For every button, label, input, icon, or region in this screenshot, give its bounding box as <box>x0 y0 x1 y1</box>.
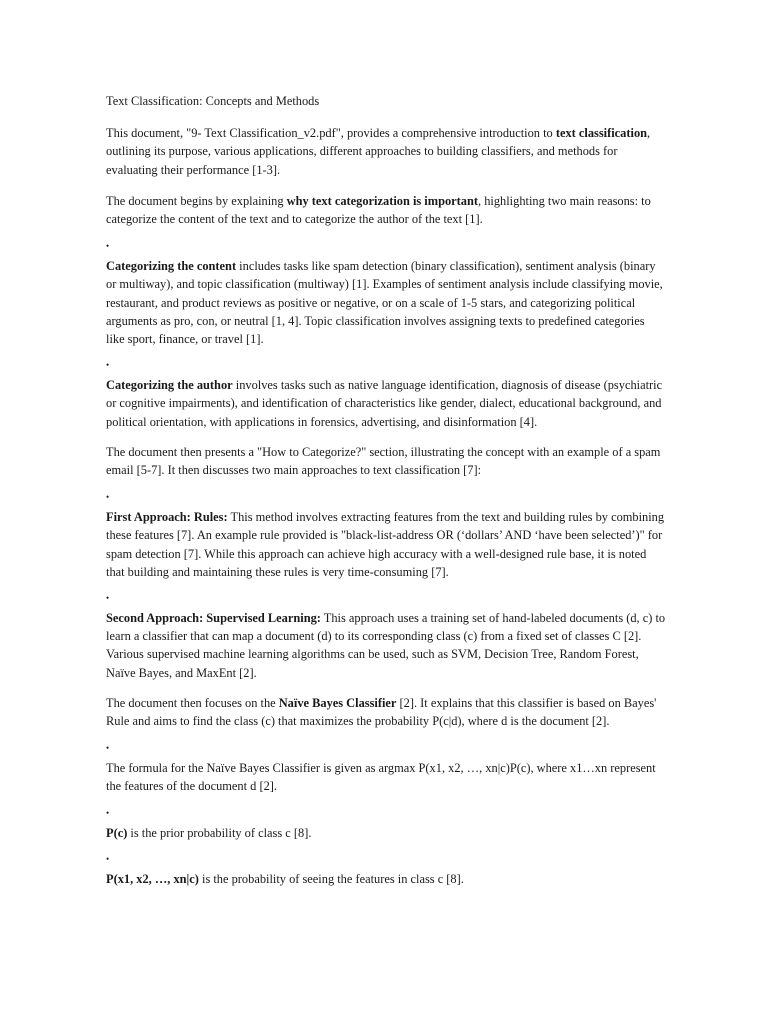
list-item-prior: P(c) is the prior probability of class c [8]. <box>106 825 312 840</box>
bullet-marker: • <box>106 853 110 864</box>
bullet-marker: • <box>106 807 110 818</box>
list-item-author: Categorizing the author involves tasks such as native language identification, diagnosis of disease (psychiatric or cognitive impairments), and identification of characteristics like gender, dialect, educational background, and political orientation, with applications in forensics, advertising, and disinformation [4]. <box>106 378 663 429</box>
list-item-content: Categorizing the content includes tasks like spam detection (binary classification), sentiment analysis (binary or multiway), and topic classification (multiway) [1]. Examples of sentiment analysis include classifying movie, restaurant, and product reviews as positive or negative, or on a scale of 1-5 stars, and categorizing political arguments as pro, con, or neutral [1, 4]. Topic classification involves assigning texts to predefined categories like sport, finance, or travel [1]. <box>106 259 663 347</box>
document-body <box>106 92 666 900</box>
list-item-likelihood: P(x1, x2, …, xn|c) is the probability of seeing the features in class c [8]. <box>106 871 464 886</box>
why-paragraph: The document begins by explaining why text categorization is important, highlighting two main reasons: to categorize the content of the text and to categorize the author of the text [1]. <box>106 193 651 227</box>
naive-bayes-paragraph: The document then focuses on the Naïve Bayes Classifier [2]. It explains that this classifier is based on Bayes' Rule and aims to find the class (c) that maximizes the probability P(c|d), where d is the document [2]. <box>106 695 657 729</box>
bullet-marker: • <box>106 360 110 371</box>
list-item-rules: First Approach: Rules: This method involves extracting features from the text and building rules by combining these features [7]. An example rule provided is "black-list-address OR (‘dollars’ AND ‘have been selected’)" for spam detection [7]. While this approach can achieve high accuracy with a well-designed rule base, it is noted that building and maintaining these rules is very time-consuming [7]. <box>106 510 665 579</box>
document-title: Text Classification: Concepts and Methods <box>106 94 320 108</box>
list-item-formula: The formula for the Naïve Bayes Classifier is given as argmax P(x1, x2, …, xn|c)P(c), where x1…xn represent the features of the document d [2]. <box>106 761 656 794</box>
intro-paragraph: This document, "9- Text Classification_v2.pdf", provides a comprehensive introduction to text classification, outlining its purpose, various applications, different approaches to building classifiers, and methods for evaluating their performance [1-3]. <box>106 126 651 177</box>
bullet-marker: • <box>106 593 110 604</box>
bullet-marker: • <box>106 743 110 754</box>
bullet-marker: • <box>106 241 110 252</box>
how-paragraph: The document then presents a "How to Categorize?" section, illustrating the concept with an example of a spam email [5-7]. It then discusses two main approaches to text classification [7]: <box>106 444 661 478</box>
bullet-marker: • <box>106 492 110 503</box>
list-item-supervised: Second Approach: Supervised Learning: This approach uses a training set of hand-labeled documents (d, c) to learn a classifier that can map a document (d) to its corresponding class (c) from a fixed set of classes C [2]. Various supervised machine learning algorithms can be used, such as SVM, Decision Tree, Random Forest, Naïve Bayes, and MaxEnt [2]. <box>106 611 666 680</box>
